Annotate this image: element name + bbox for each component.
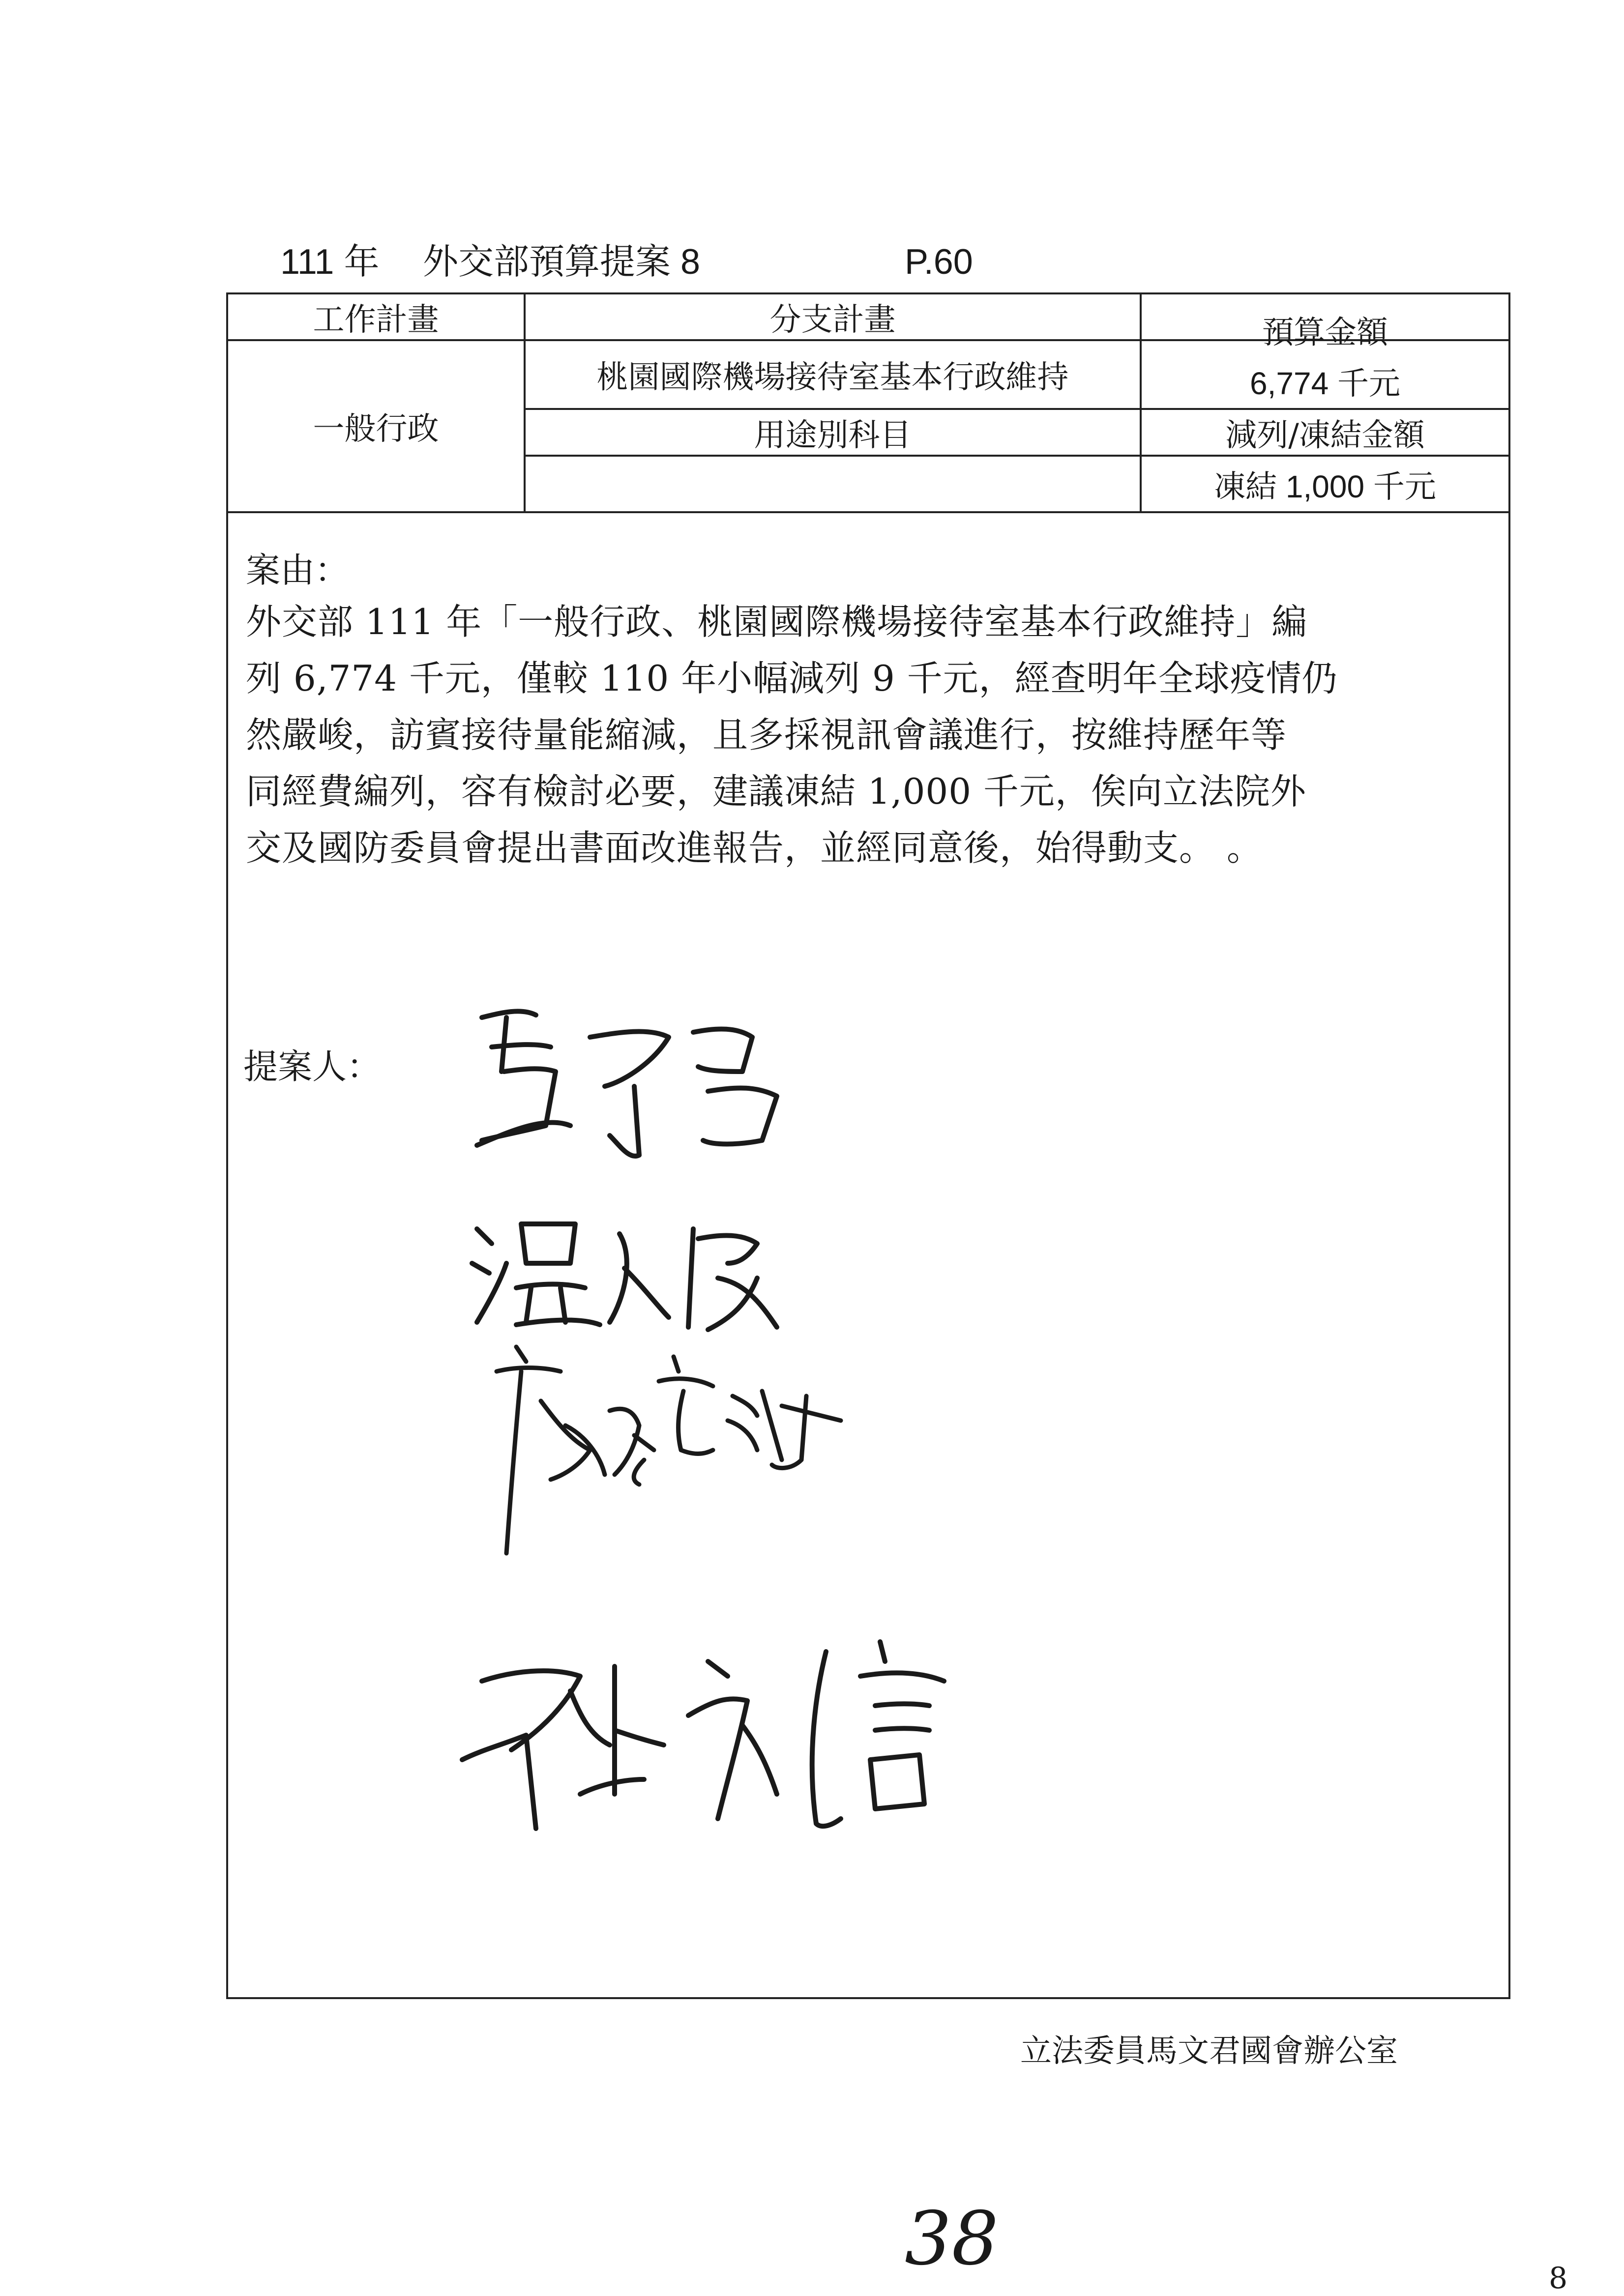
proposer-label: 提案人： [243, 1046, 381, 1087]
corner-number: 8 [1549, 2261, 1568, 2296]
reason-line: 交及國防委員會提出書面改進報告，並經同意後，始得動支。 。 [246, 827, 1263, 869]
office-footer: 立法委員馬文君國會辦公室 [1020, 2033, 1398, 2069]
signature-1 [462, 998, 806, 1185]
header-title: 外交部預算提案 8 [423, 242, 701, 282]
work-plan-value: 一般行政 [313, 411, 439, 447]
signature-4 [452, 1632, 1018, 1838]
cut-freeze-label: 減列/凍結金額 [1225, 417, 1425, 454]
col-header-sub-plan: 分支計畫 [769, 301, 896, 338]
usage-value [526, 457, 1140, 511]
budget-amount: 6,774 千元 [1250, 366, 1400, 401]
header-page-ref: P.60 [905, 242, 973, 282]
table-rule [226, 511, 1510, 513]
usage-label: 用途別科目 [754, 417, 912, 454]
reason-line: 列 6,774 千元，僅較 110 年小幅減列 9 千元，經查明年全球疫情仍 [246, 658, 1338, 699]
signature-3 [487, 1337, 856, 1563]
reason-label: 案由： [246, 550, 349, 590]
sub-plan-value: 桃園國際機場接待室基本行政維持 [596, 359, 1069, 396]
col-header-budget: 預算金額 [1262, 314, 1388, 351]
reason-line: 外交部 111 年「一般行政、桃園國際機場接待室基本行政維持」編 [246, 601, 1308, 642]
reason-line: 然嚴峻，訪賓接待量能縮減，且多採視訊會議進行，按維持歷年等 [246, 714, 1287, 756]
signature-2 [462, 1199, 806, 1337]
col-header-work-plan: 工作計畫 [313, 301, 439, 338]
page-number: 38 [905, 2196, 999, 2282]
header-year: 111 年 [280, 242, 380, 282]
reason-line: 同經費編列，容有檢討必要，建議凍結 1,000 千元，俟向立法院外 [246, 771, 1306, 812]
freeze-amount: 凍結 1,000 千元 [1214, 468, 1436, 504]
